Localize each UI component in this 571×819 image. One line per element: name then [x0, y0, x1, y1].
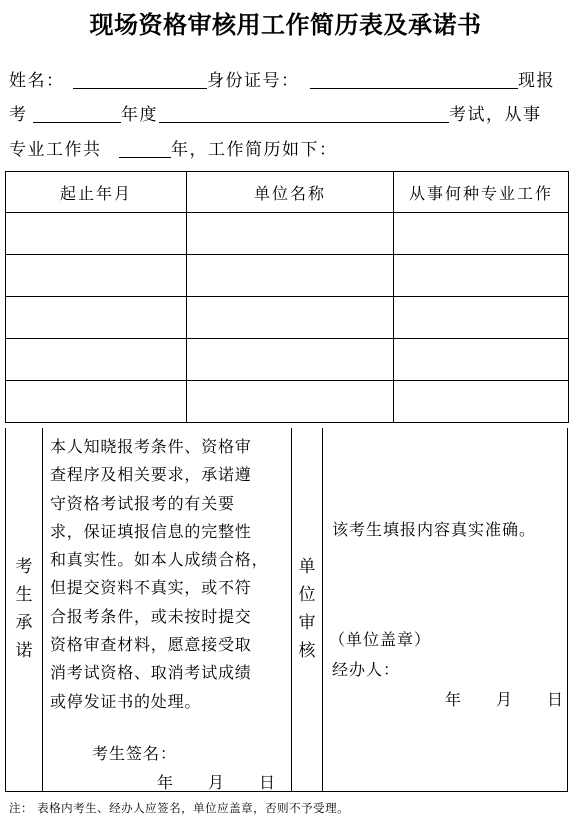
employer-cell[interactable] — [187, 213, 394, 255]
page-title: 现场资格审核用工作简历表及承诺书 — [89, 11, 482, 39]
exam-label: 考试，从事 — [449, 105, 542, 125]
table-row — [6, 255, 569, 297]
candidate-date: 年 月 日 — [157, 773, 277, 792]
table-row — [6, 381, 569, 423]
table-row — [6, 297, 569, 339]
candidate-promise-label: 考 生 承 诺 — [15, 557, 33, 661]
footnote: 注： 表格内考生、经办人应签名，单位应盖章，否则不予受理。 — [9, 801, 350, 815]
year-label: 年度 — [121, 105, 158, 125]
intro-line-1 — [9, 62, 561, 96]
unit-statement: 该考生填报内容真实准确。 — [332, 520, 537, 539]
employer-cell[interactable] — [187, 339, 394, 381]
job-type-cell[interactable] — [394, 381, 569, 423]
years-prefix: 专业工作共 — [9, 140, 102, 160]
unit-review-label: 单 位 审 核 — [298, 557, 316, 661]
period-cell[interactable] — [6, 255, 187, 297]
years-suffix: 年，工作简历如下： — [171, 140, 338, 160]
unit-seal-label: （单位盖章） — [329, 630, 432, 649]
divider-line — [291, 428, 292, 791]
exam-prefix: 考 — [9, 105, 28, 125]
period-cell[interactable] — [6, 381, 187, 423]
header-job-type: 从事何种专业工作 — [394, 172, 569, 213]
period-cell[interactable] — [6, 297, 187, 339]
period-cell[interactable] — [6, 213, 187, 255]
job-type-cell[interactable] — [394, 339, 569, 381]
exam-name-field[interactable] — [159, 122, 449, 123]
table-header-row — [6, 172, 569, 213]
divider-line — [322, 428, 323, 791]
year-field[interactable] — [33, 122, 121, 123]
job-type-cell[interactable] — [394, 213, 569, 255]
work-history-table — [5, 171, 569, 423]
period-cell[interactable] — [6, 339, 187, 381]
id-number-label: 身份证号： — [207, 71, 300, 91]
employer-cell[interactable] — [187, 255, 394, 297]
table-row — [6, 339, 569, 381]
header-employer: 单位名称 — [187, 172, 394, 213]
employer-cell[interactable] — [187, 381, 394, 423]
unit-date: 年 月 日 — [445, 690, 565, 709]
job-type-cell[interactable] — [394, 255, 569, 297]
name-label: 姓名： — [9, 71, 65, 91]
work-years-field[interactable] — [119, 157, 171, 158]
apply-text: 现报 — [518, 71, 555, 91]
table-row — [6, 213, 569, 255]
promise-text: 本人知晓报考条件、资格审 查程序及相关要求，承诺遵 守资格考试报考的有关要 求，保证填报信息的完整性 和真实性。如本人成绩合格， 但提交资料不真实，或不符 合报考条件，或未按时提交 资格审查材料，愿意接受取 消考试资格、取消考试成绩 或停发证书的处理。 — [50, 437, 269, 711]
id-number-field[interactable] — [310, 88, 518, 89]
employer-cell[interactable] — [187, 297, 394, 339]
intro-line-2 — [9, 96, 561, 130]
promise-section — [5, 428, 568, 792]
divider-line — [42, 428, 43, 791]
header-period: 起止年月 — [6, 172, 187, 213]
candidate-signature-label: 考生签名： — [92, 744, 178, 763]
intro-line-3 — [9, 131, 561, 165]
name-field[interactable] — [73, 88, 207, 89]
handler-label: 经办人： — [332, 660, 401, 679]
job-type-cell[interactable] — [394, 297, 569, 339]
